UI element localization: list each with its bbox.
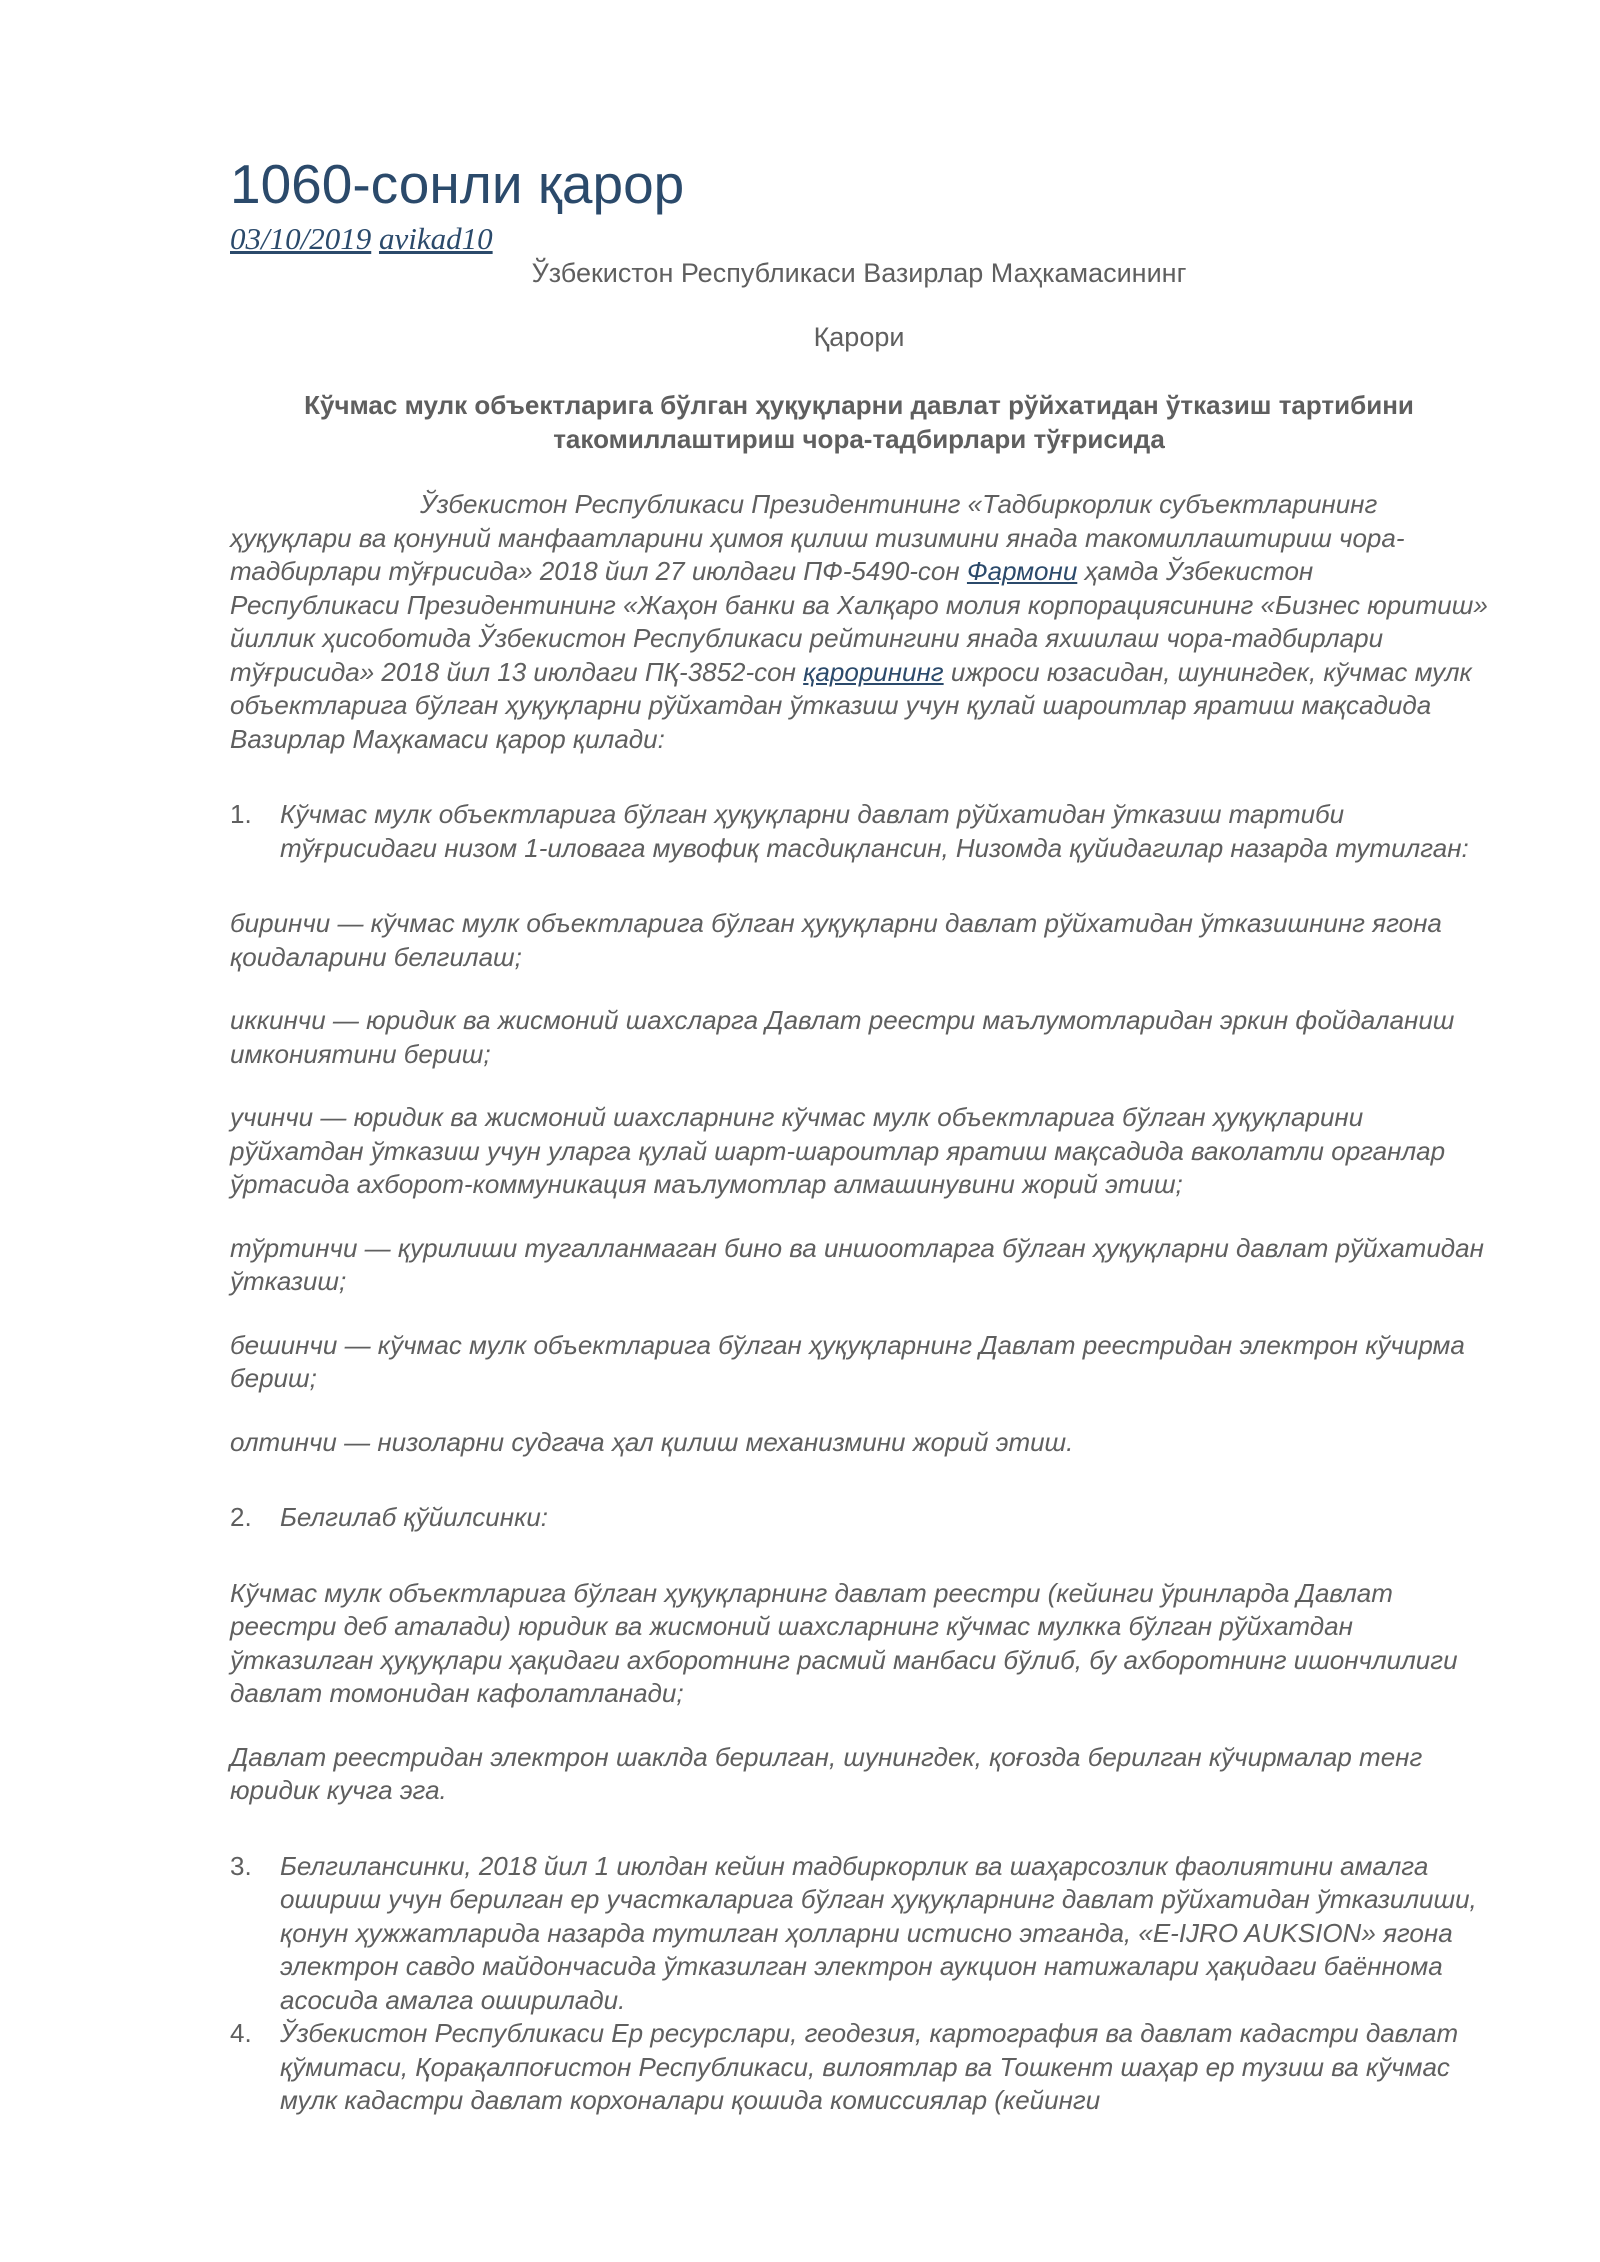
goal-paragraph: биринчи — кўчмас мулк объектларига бўлган ҳуқуқларни давлат рўйхатидан ўтказишнинг ягона қоидаларини белгилаш; — [230, 908, 1442, 972]
goal-paragraph: иккинчи — юридик ва жисмоний шахсларга Давлат реестри маълумотларидан эркин фойдаланиш имкониятини бериш; — [230, 1005, 1455, 1069]
author-link[interactable]: avikad10 — [378, 221, 493, 256]
preamble — [230, 488, 1488, 756]
page-title: 1060-сонли қарор — [230, 153, 685, 215]
preamble-part-2: ҳамда Ўзбекистон Республикаси Президентининг «Жаҳон банки ва Халқаро молия корпорациясининг «Бизнес юритиш» йиллик ҳисоботида Ўзбекистон Республикаси рейтингини янада яхшилаш чора-тадбирлари тўғрисида» 2018 йил 13 июлдаги ПҚ-3852-сон — [230, 556, 1488, 687]
list-item — [230, 1850, 1488, 2018]
decree-link[interactable]: Фармони — [966, 556, 1078, 586]
document-heading: Кўчмас мулк объектларига бўлган ҳуқуқларни давлат рўйхатидан ўтказиш тартибини такомиллаштириш чора-тадбирлари тўғрисида — [304, 390, 1414, 454]
body-paragraph: Кўчмас мулк объектларига бўлган ҳуқуқларнинг давлат реестри (кейинги ўринларда Давлат реестри деб аталади) юридик ва жисмоний шахсларнинг кўчмас мулкка бўлган рўйхатдан ўтказилган ҳуқуқлари ҳақидаги ахборотнинг расмий манбаси бўлиб, бу ахборотнинг ишончлилиги давлат томонидан кафолатланади; — [230, 1577, 1458, 1708]
issuing-body: Ўзбекистон Республикаси Вазирлар Маҳкамасининг — [531, 258, 1187, 288]
document-type: Қарори — [813, 322, 905, 352]
item-number: 1. — [230, 799, 252, 829]
goal-paragraph: учинчи — юридик ва жисмоний шахсларнинг кўчмас мулк объектларига бўлган ҳуқуқларини рўйхатдан ўтказиш учун уларга қулай шарт-шароитлар яратиш мақсадида ваколатли органлар ўртасида ахборот-коммуникация маълумотлар алмашинувини жорий этиш; — [230, 1102, 1446, 1199]
item-text: Белгилаб қўйилсинки: — [280, 1502, 549, 1532]
item-text: Ўзбекистон Республикаси Ер ресурслари, геодезия, картография ва давлат кадастри давлат қўмитаси, Қорақалпоғистон Республикаси, вилоятлар ва Тошкент шаҳар ер тузиш ва кўчмас мулк кадастри давлат корхоналари қошида комиссиялар (кейинги — [280, 2018, 1459, 2115]
item-number: 2. — [230, 1502, 252, 1532]
preamble-part-3: ижроси юзасидан, шунингдек, кўчмас мулк объектларига бўлган ҳуқуқларни рўйхатдан ўтказиш учун қулай шароитлар яратиш мақсадида Вазирлар Маҳкамаси қарор қилади: — [230, 656, 1472, 754]
item-number: 3. — [230, 1850, 252, 1881]
item-text: Белгилансинки, 2018 йил 1 июлдан кейин тадбиркорлик ва шаҳарсозлик фаолиятини амалга ошириш учун берилган ер участкаларига бўлган ҳуқуқларнинг давлат рўйхатидан ўтказилиши, қонун ҳужжатларида назарда тутилган ҳолларни истисно этганда, «E-IJRO AUKSION» ягона электрон савдо майдончасида ўтказилган электрон аукцион натижалари ҳақидаги баённома асосида амалга оширилади. — [280, 1850, 1477, 2015]
item-text: Кўчмас мулк объектларига бўлган ҳуқуқларни давлат рўйхатидан ўтказиш тартиби тўғрисидаги низом 1-иловага мувофиқ тасдиқлансин, Низомда қуйидагилар назарда тутилган: — [280, 799, 1469, 863]
body-paragraph: Давлат реестридан электрон шаклда берилган, шунингдек, қоғозда берилган кўчирмалар тенг юридик кучга эга. — [230, 1741, 1423, 1805]
date-link[interactable]: 03/10/2019 — [230, 221, 372, 256]
list-item — [230, 1501, 1488, 1535]
goal-paragraph: олтинчи — низоларни судгача ҳал қилиш механизмини жорий этиш. — [230, 1426, 1074, 1457]
preamble-part-1: Ўзбекистон Республикаси Президентининг «Тадбиркорлик субъектларининг ҳуқуқлари ва қонуний манфаатларини ҳимоя қилиш тизимини янада такомиллаштириш чора-тадбирлари тўғрисида» 2018 йил 27 июлдаги ПФ-5490-сон — [230, 489, 1405, 586]
document-content — [230, 150, 1488, 2118]
goal-paragraph: тўртинчи — қурилиши тугалланмаган бино ва иншоотларга бўлган ҳуқуқларни давлат рўйхатидан ўтказиш; — [230, 1232, 1484, 1296]
resolution-link[interactable]: қарорининг — [803, 656, 944, 687]
list-item — [230, 2017, 1488, 2118]
list-item — [230, 798, 1488, 865]
item-number: 4. — [230, 2018, 252, 2048]
post-meta — [230, 222, 1488, 256]
goal-paragraph: бешинчи — кўчмас мулк объектларига бўлган ҳуқуқларнинг Давлат реестридан электрон кўчирма бериш; — [230, 1329, 1465, 1393]
